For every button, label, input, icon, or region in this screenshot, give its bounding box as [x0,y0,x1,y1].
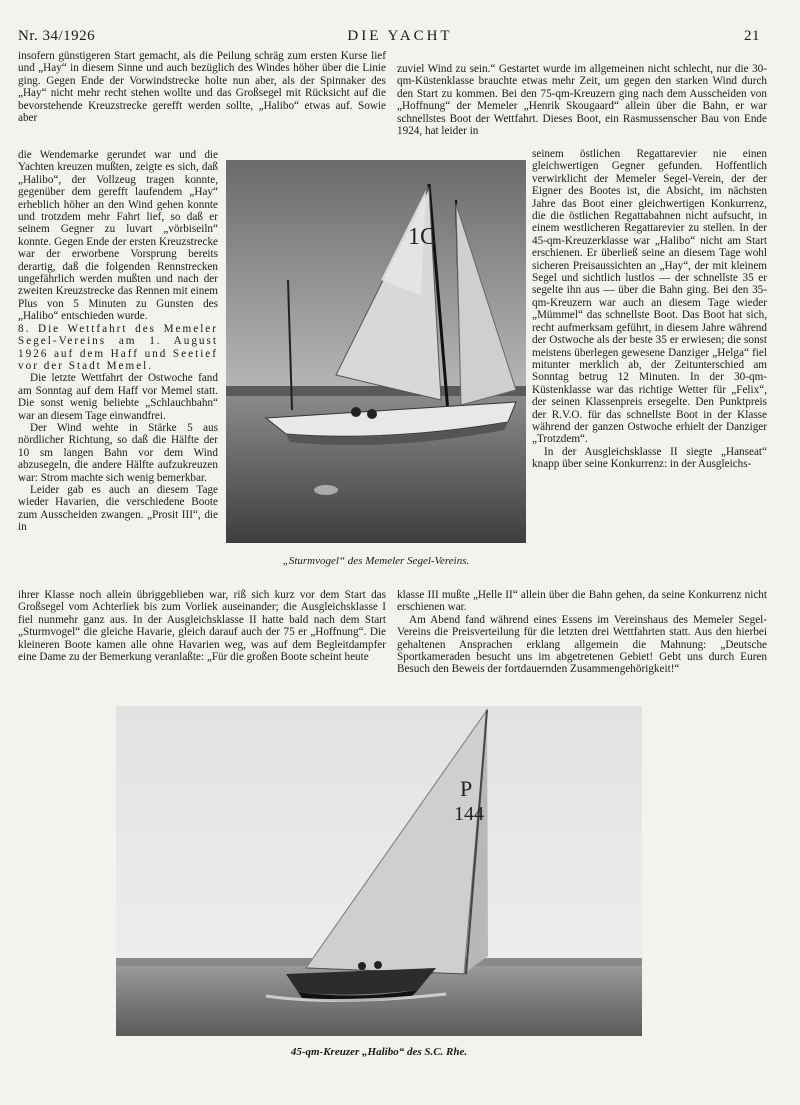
section-heading: 8. Die Wettfahrt des Memeler Segel-Vereins am 1. August 1926 auf dem Haff und Seetief vor der Stadt Memel. [18,322,218,372]
right-paragraph-1: zuviel Wind zu sein.“ Gestartet wurde im allgemeinen nicht schlecht, nur die 30-qm-Küstenklasse brauchte etwas mehr Zeit, um gegen den starken Wind durch den Start zu kommen. Bei den 75-qm-Kreuzern ging nach dem Ausscheiden von „Hoffnung“ der Memeler „Henrik Skougaard“ allein über die Bahn, er war schnellstes Boot der Wettfahrt. Dieses Boot, ein Rasmussenscher Bau von Ende 1924, hat leider in [397,63,767,138]
sail-letter-p: P [460,776,473,801]
right-paragraph-2: seinem östlichen Regattarevier nie einen gleichwertigen Gegner gefunden. Hoffentlich verwirklicht der Memeler Segel-Verein, der der Eigner des Bootes ist, die Absicht, im nächsten Jahre das Boot einer gleichwertigen Konkurrenz, die die östlichen Regattabahnen nicht aufsucht, in einem westlicheren Regattarevier zu stellen. In der 45-qm-Kreuzerklasse war „Halibo“ nicht am Start erschienen. Er überließ seine an diesem Tage wohl sicheren Preisaussichten an „Hay“, der mit kleinem Segel und sichtlich lustlos — der schnellste 35 er segelte ihn aus — über die Bahn ging. Bei den 35-qm-Kreuzern war auch an diesem Tage wieder „Mümmel“ das schnellste Boot. Das Boot hat sich, recht aufmerksam geführt, in diesem Jahre während der Ostwoche als der beste 35 er erwiesen; die sonst meistens überlegen gewesene Danziger „Helga“ fiel mitunter merklich ab, der Zeitunterschied am Sonntag betrug 12 Minuten. In der 30-qm-Küstenklasse war das richtige Wetter für „Felix“, der seinen Klassenpreis ersegelte. Den Punktpreis der R.V.O. für das schnellste Boot in der Klasse während der ganzen Ostwoche erhielt der Danziger „Trotzdem“. [532,148,767,446]
page-header-issue: Nr. 34/1926 [18,28,96,44]
article-right-narrow [532,148,767,471]
photo-halibo [116,706,642,1036]
right-paragraph-3: In der Ausgleichsklasse II siegte „Hanseat“ knapp über seine Konkurrenz: in der Ausgleichs- [532,445,767,471]
left-paragraph-5: Leider gab es auch an diesem Tage wieder Havarien, die verschiedene Boote zum Ausscheiden zwangen. „Prosit III“, die in [18,483,218,534]
sailboat-photo-image [226,160,526,543]
page-number: 21 [744,28,760,44]
left-paragraph-2: die Wendemarke gerundet war und die Yachten kreuzen mußten, zeigte es sich, daß „Halibo“, der Vollzeug tragen konnte, gegenüber dem gerefft laufendem „Hay“ erheblich höher an den Wind gehen konnte und trotzdem mehr Fahrt lief, so daß er seinem Gegner zu luvart „vörbiseiln“ konnte. Gegen Ende der ersten Kreuzstrecke war der erworbene Vorsprung bereits derartig, daß die folgenden Rennstrecken ungefährlich werden mußten und nach der zweiten Kreuzstrecke das Rennen mit einem Plus von 5 Minuten zu Gunsten des „Halibo“ entschieden wurde. [18,149,218,323]
photo-caption-2: 45-qm-Kreuzer „Halibo“ des S.C. Rhe. [290,1046,468,1058]
page-header-title: DIE YACHT [347,28,453,44]
left-paragraph-6: ihrer Klasse noch allein übriggeblieben war, riß sich kurz vor dem Start das Großsegel vom Achterliek bis zum Vorliek auseinander; die Ausgleichsklasse I fiel nunmehr ganz aus. In der Ausgleichsklasse II hatte bald nach dem Start „Sturmvogel“ die gleiche Havarie, gleich darauf auch der 75 er „Hoffnung“. Die kleineren Boote kamen alle ohne Havarien weg, was auf dem Begleitdampfer eine Dame zu der Bemerkung veranlaßte: „Für die großen Boote scheint heute [18,589,386,664]
article-right-top [397,63,767,137]
article-left-bottom [18,589,386,663]
left-paragraph-4: Der Wind wehte in Stärke 5 aus nördlicher Richtung, so daß die Hälfte der 10 sm langen Bahn vor dem Wind abzusegeln, die andere Hälfte aufzukreuzen war: Strom machte sich wenig bemerkbar. [18,421,218,484]
article-left-narrow [18,149,218,534]
left-paragraph-1: insofern günstigeren Start gemacht, als die Peilung schräg zum ersten Kurse lief und „Hay“ in diesem Sinne und auch bezüglich des Windes höher über die Linie ging. Gegen Ende der Vorwindstrecke holte nun aber, als der Spinnaker des „Hay“ nicht mehr recht stehen wollte und das Großsegel mit Rücksicht auf die bevorstehende Kreuzstrecke gerefft werden sollte, „Halibo“ etwas auf. Sowie aber [18,50,386,125]
right-paragraph-4: klasse III mußte „Helle II“ allein über die Bahn gehen, da seine Konkurrenz nicht erschienen war. [397,589,767,614]
article-right-bottom [397,589,767,676]
article-left-top [18,50,386,124]
sail-number-1c: 1C [408,224,437,250]
photo-sturmvogel [226,160,526,543]
right-paragraph-5: Am Abend fand während eines Essens im Vereinshaus des Memeler Segel-Vereins die Preisverteilung für die letzten drei Wettfahrten statt. Aus den hierbei gehaltenen Ansprachen erklang allgemein die Mahnung: „Deutsche Sportkameraden besucht uns im abgetretenen Gebiet! Gebt uns durch Euren Besuch den Beweis der fortdauernden Zusammengehörigkeit!“ [397,613,767,676]
left-paragraph-3: Die letzte Wettfahrt der Ostwoche fand am Sonntag auf dem Haff vor Memel statt. Die sonst wenig beliebte „Schlauchbahn“ war an diesem Tage einwandfrei. [18,372,218,422]
sailboat-halibo-image [116,706,642,1036]
photo-caption-1: „Sturmvogel“ des Memeler Segel-Vereins. [282,555,470,567]
sail-number-144: 144 [454,803,484,825]
